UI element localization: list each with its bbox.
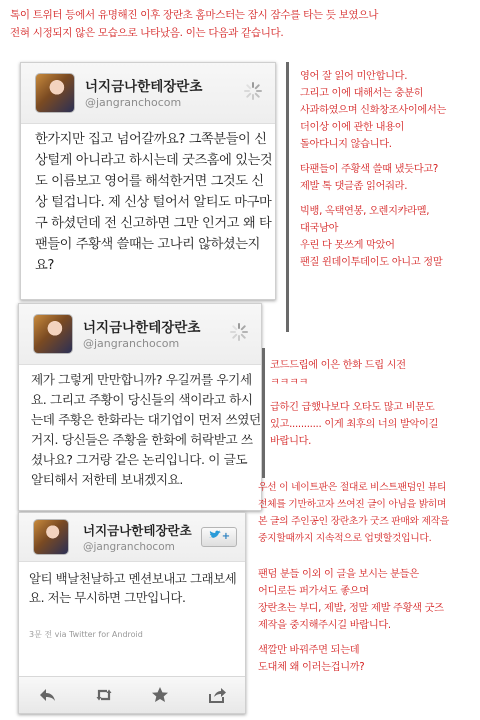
note-line: 있고........... 이게 최후의 너의 발악이길: [270, 419, 439, 430]
note-line: 팬덤 분들 이외 이 글을 보시는 분들은: [258, 569, 419, 580]
display-name[interactable]: 너지금나한테장란초: [85, 79, 203, 95]
note-line: 팬질 윈데이투데이도 아니고 정말: [300, 257, 443, 268]
user-handle[interactable]: @jangranchocom: [83, 541, 175, 553]
reply-icon[interactable]: [37, 685, 57, 705]
note-gap: [300, 153, 476, 161]
spinner-icon: [229, 322, 249, 342]
note-line: 우선 이 네이트판은 절대로 비스트팬덤인 뷰티: [258, 482, 447, 493]
user-handle[interactable]: @jangranchocom: [85, 96, 182, 109]
tweet-text: 알티 백날천날하고 멘션보내고 그래보세요. 저는 무시하면 그만입니다.: [29, 571, 237, 605]
follow-button[interactable]: [201, 527, 237, 547]
note-line: 본 글의 주인공인 장란초가 굿즈 판매와 제작을: [258, 516, 449, 527]
commentary-block-3: [258, 479, 478, 547]
note-line: 도대체 왜 이러는겁니까?: [258, 662, 365, 673]
intro-line: 톡이 트위터 등에서 유명해진 이후 장란초 홈마스터는 잠시 잠수를 타는 듯 보였으나: [10, 9, 379, 21]
note-line: 색깔만 바꿔주면 되는데: [258, 645, 360, 656]
note-line: 급하긴 급했나보다 오타도 많고 비문도: [270, 402, 435, 413]
avatar[interactable]: [33, 314, 73, 354]
tweet-text: 한가지만 집고 넘어갈까요? 그쪽분들이 신상털게 아니라고 하시는데 굿즈홈에 있는것도 이름보고 영어를 해석한거면 그것도 신상 털겁니다. 제 신상 털어서 알티도 마구마구 하셨던데 전 신고하면 그만 인거고 왜 타팬들이 주황색 쓸때는 고나리 않하셨는지요?: [35, 132, 273, 273]
commentary-block-4: [258, 566, 478, 676]
quote-bar: [286, 62, 289, 332]
note-line: 그리고 이에 대해서는 충분히: [300, 88, 424, 99]
note-line: 우린 다 못쓰게 막았어: [300, 240, 395, 251]
display-name[interactable]: 너지금나한테장란초: [83, 523, 192, 538]
note-line: 빅뱅, 옥택연봉, 오렌지캬라멜,: [300, 206, 430, 217]
note-gap: [300, 195, 476, 203]
note-gap: [270, 391, 476, 399]
tweet-card-3: [18, 512, 246, 714]
tweet-action-bar: [19, 676, 245, 713]
note-line: 대국남아: [300, 223, 339, 234]
avatar[interactable]: [35, 73, 75, 113]
quote-bar: [262, 348, 265, 478]
note-line: ㅋㅋㅋㅋ: [270, 377, 309, 388]
note-line: 영어 잘 읽어 미안합니다.: [300, 71, 408, 82]
tweet-text: 제가 그렇게 만만합니까? 우길꺼를 우기세요. 그리고 주황이 당신들의 색이라고 하시는데 주황은 한화라는 대기업이 먼저 쓰였던거지. 당신들은 주황을 한화에 허락받고 쓰셨나요? 그거랑 같은 논리입니다. 이 글도 알티해서 저한테 보내겠지요.: [31, 372, 261, 487]
note-line: 타팬들이 주황색 쓸때 냈듯다고?: [300, 164, 438, 175]
note-line: 바랍니다.: [270, 436, 312, 447]
retweet-icon[interactable]: [94, 685, 114, 705]
tweet-card-2: [18, 303, 262, 511]
note-line: 어디로든 퍼가셔도 좋으며: [258, 586, 369, 597]
intro-line: 전혀 시정되지 않은 모습으로 나타났음. 이는 다음과 같습니다.: [10, 27, 284, 39]
share-icon[interactable]: [207, 685, 227, 705]
tweet-header: [19, 513, 245, 562]
note-line: 장란초는 부디, 제발, 정말 제발 주황색 굿즈: [258, 603, 444, 614]
tweet-card-1: [20, 62, 276, 300]
note-line: 제발 톡 댓글좀 읽어줘라.: [300, 181, 408, 192]
note-line: 사과하였으며 신화창조사이에서는: [300, 105, 447, 116]
intro-text: [10, 6, 470, 42]
note-line: 코드드립에 이은 한화 드립 시전: [270, 360, 406, 371]
favorite-icon[interactable]: [150, 685, 170, 705]
tweet-header: [21, 63, 275, 124]
user-handle[interactable]: @jangranchocom: [83, 337, 180, 350]
note-line: 제작을 중지해주시길 바랍니다.: [258, 620, 391, 631]
commentary-block-1: [300, 68, 476, 271]
note-line: 전체를 기만하고자 쓰여진 글이 아님을 밝히며: [258, 499, 447, 510]
twitter-bird-icon: [208, 530, 222, 540]
note-line: 돌아다니지 않습니다.: [300, 139, 392, 150]
note-gap: [258, 634, 478, 642]
follow-plus: +: [221, 531, 231, 542]
note-line: 중지할때까지 지속적으로 업뎃할것입니다.: [258, 533, 432, 544]
avatar[interactable]: [33, 519, 69, 555]
commentary-block-2: [270, 357, 476, 450]
tweet-meta: 3문 전 via Twitter for Android: [29, 630, 143, 639]
note-line: 더이상 이에 관한 내용이: [300, 122, 405, 133]
tweet-header: [19, 304, 261, 365]
display-name[interactable]: 너지금나한테장란초: [83, 320, 201, 336]
spinner-icon: [243, 81, 263, 101]
